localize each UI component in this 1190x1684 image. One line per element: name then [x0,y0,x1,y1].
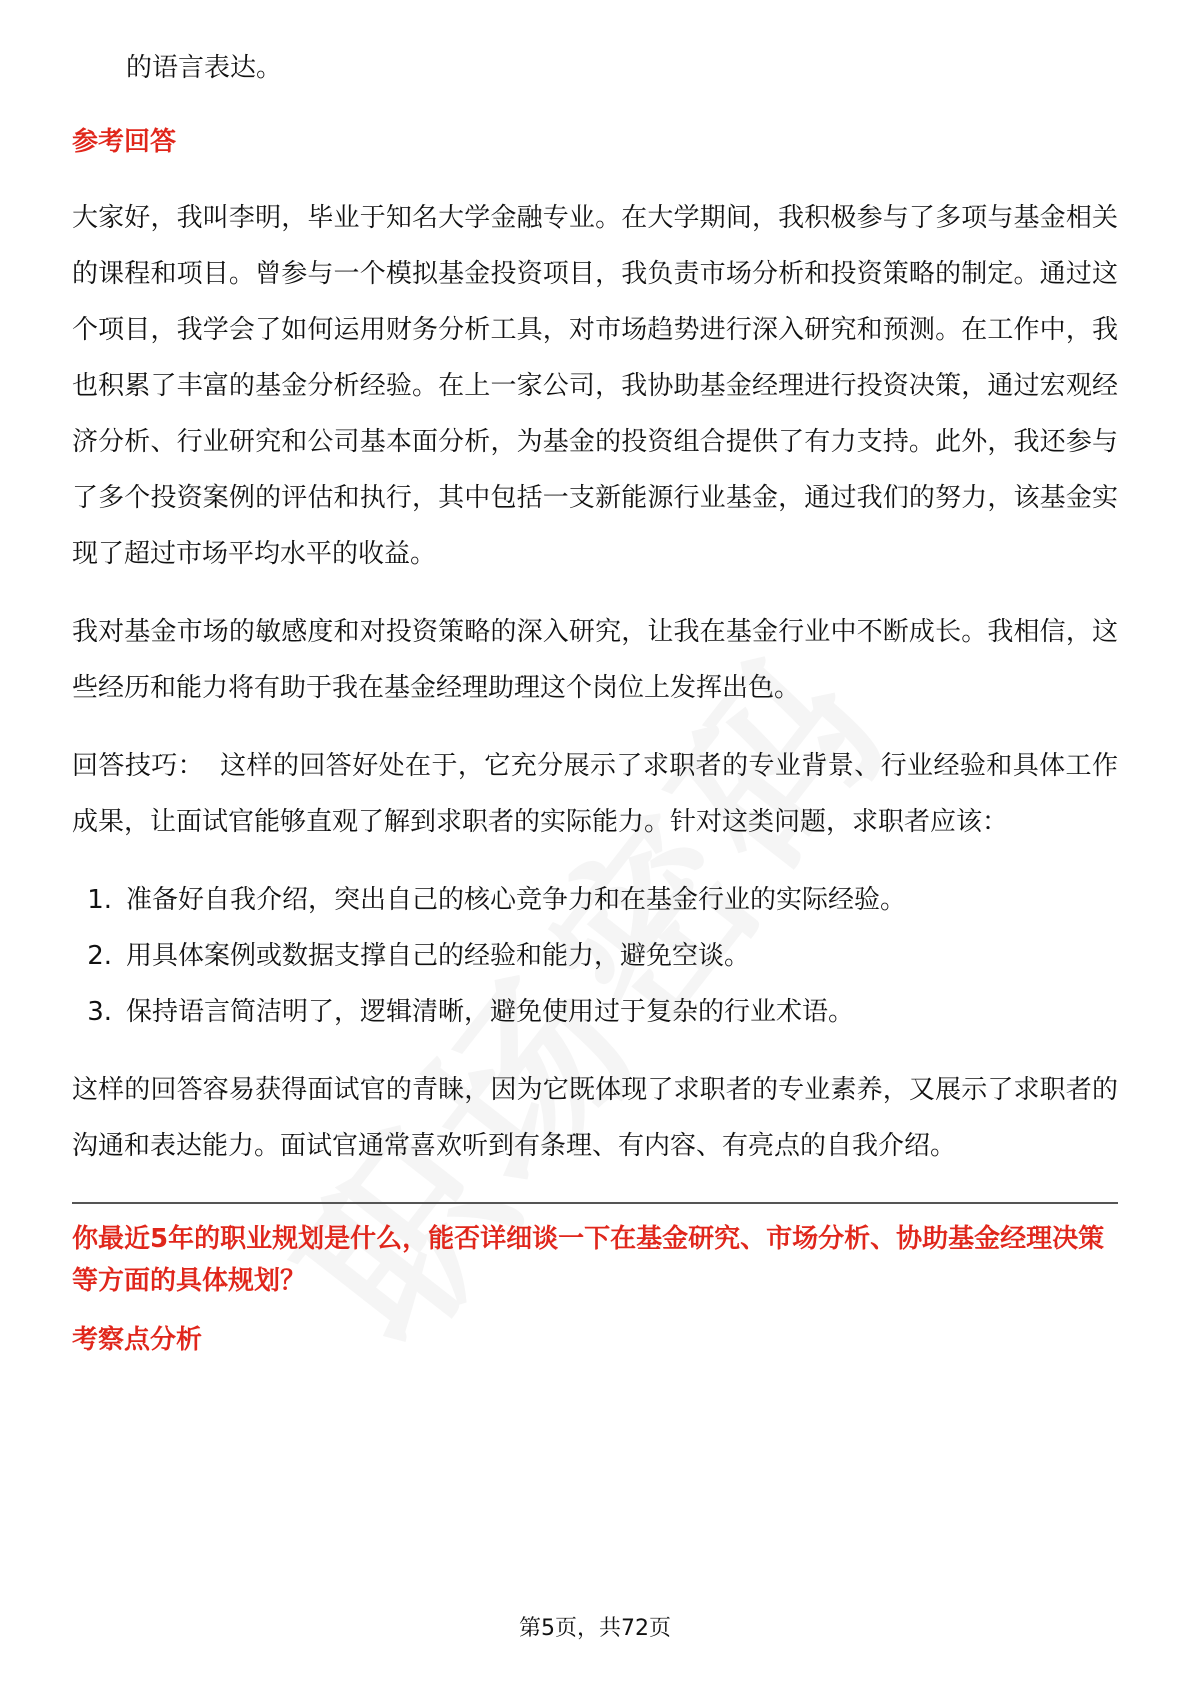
answer-heading: 参考回答 [72,127,177,157]
tips-list [72,872,1118,1040]
list-text: 用具体案例或数据支撑自己的经验和能力，避免空谈。 [126,941,751,971]
list-item [72,928,1118,984]
page-content [72,40,1118,1360]
page-footer: 第5页，共72页 [519,1616,671,1641]
answer-paragraph-2: 我对基金市场的敏感度和对投资策略的深入研究，让我在基金行业中不断成长。我相信，这些经历和能力将有助于我在基金经理助理这个岗位上发挥出色。 [72,617,1118,703]
section-divider [72,1202,1118,1204]
list-number: 3. [87,997,112,1027]
answer-paragraph-1: 大家好，我叫李明，毕业于知名大学金融专业。在大学期间，我积极参与了多项与基金相关的课程和项目。曾参与一个模拟基金投资项目，我负责市场分析和投资策略的制定。通过这个项目，我学会了如何运用财务分析工具，对市场趋势进行深入研究和预测。在工作中，我也积累了丰富的基金分析经验。在上一家公司，我协助基金经理进行投资决策，通过宏观经济分析、行业研究和公司基本面分析，为基金的投资组合提供了有力支持。此外，我还参与了多个投资案例的评估和执行，其中包括一支新能源行业基金，通过我们的努力，该基金实现了超过市场平均水平的收益。 [72,203,1118,569]
tips-text: 这样的回答好处在于，它充分展示了求职者的专业背景、行业经验和具体工作成果，让面试官能够直观了解到求职者的实际能力。针对这类问题，求职者应该： [72,751,1118,837]
next-question-heading: 你最近5年的职业规划是什么，能否详细谈一下在基金研究、市场分析、协助基金经理决策等方面的具体规划？ [72,1224,1105,1296]
list-text: 保持语言简洁明了，逻辑清晰，避免使用过于复杂的行业术语。 [126,997,855,1027]
closing-paragraph: 这样的回答容易获得面试官的青睐，因为它既体现了求职者的专业素养，又展示了求职者的沟通和表达能力。面试官通常喜欢听到有条理、有内容、有亮点的自我介绍。 [72,1075,1118,1161]
continuation-text: 的语言表达。 [126,53,283,83]
list-item [72,984,1118,1040]
analysis-heading: 考察点分析 [72,1325,203,1355]
list-item [72,872,1118,928]
list-number: 1. [87,885,112,915]
list-text: 准备好自我介绍，突出自己的核心竞争力和在基金行业的实际经验。 [126,885,907,915]
tips-label: 回答技巧： [72,751,205,781]
tips-paragraph [72,738,1118,850]
list-number: 2. [87,941,112,971]
